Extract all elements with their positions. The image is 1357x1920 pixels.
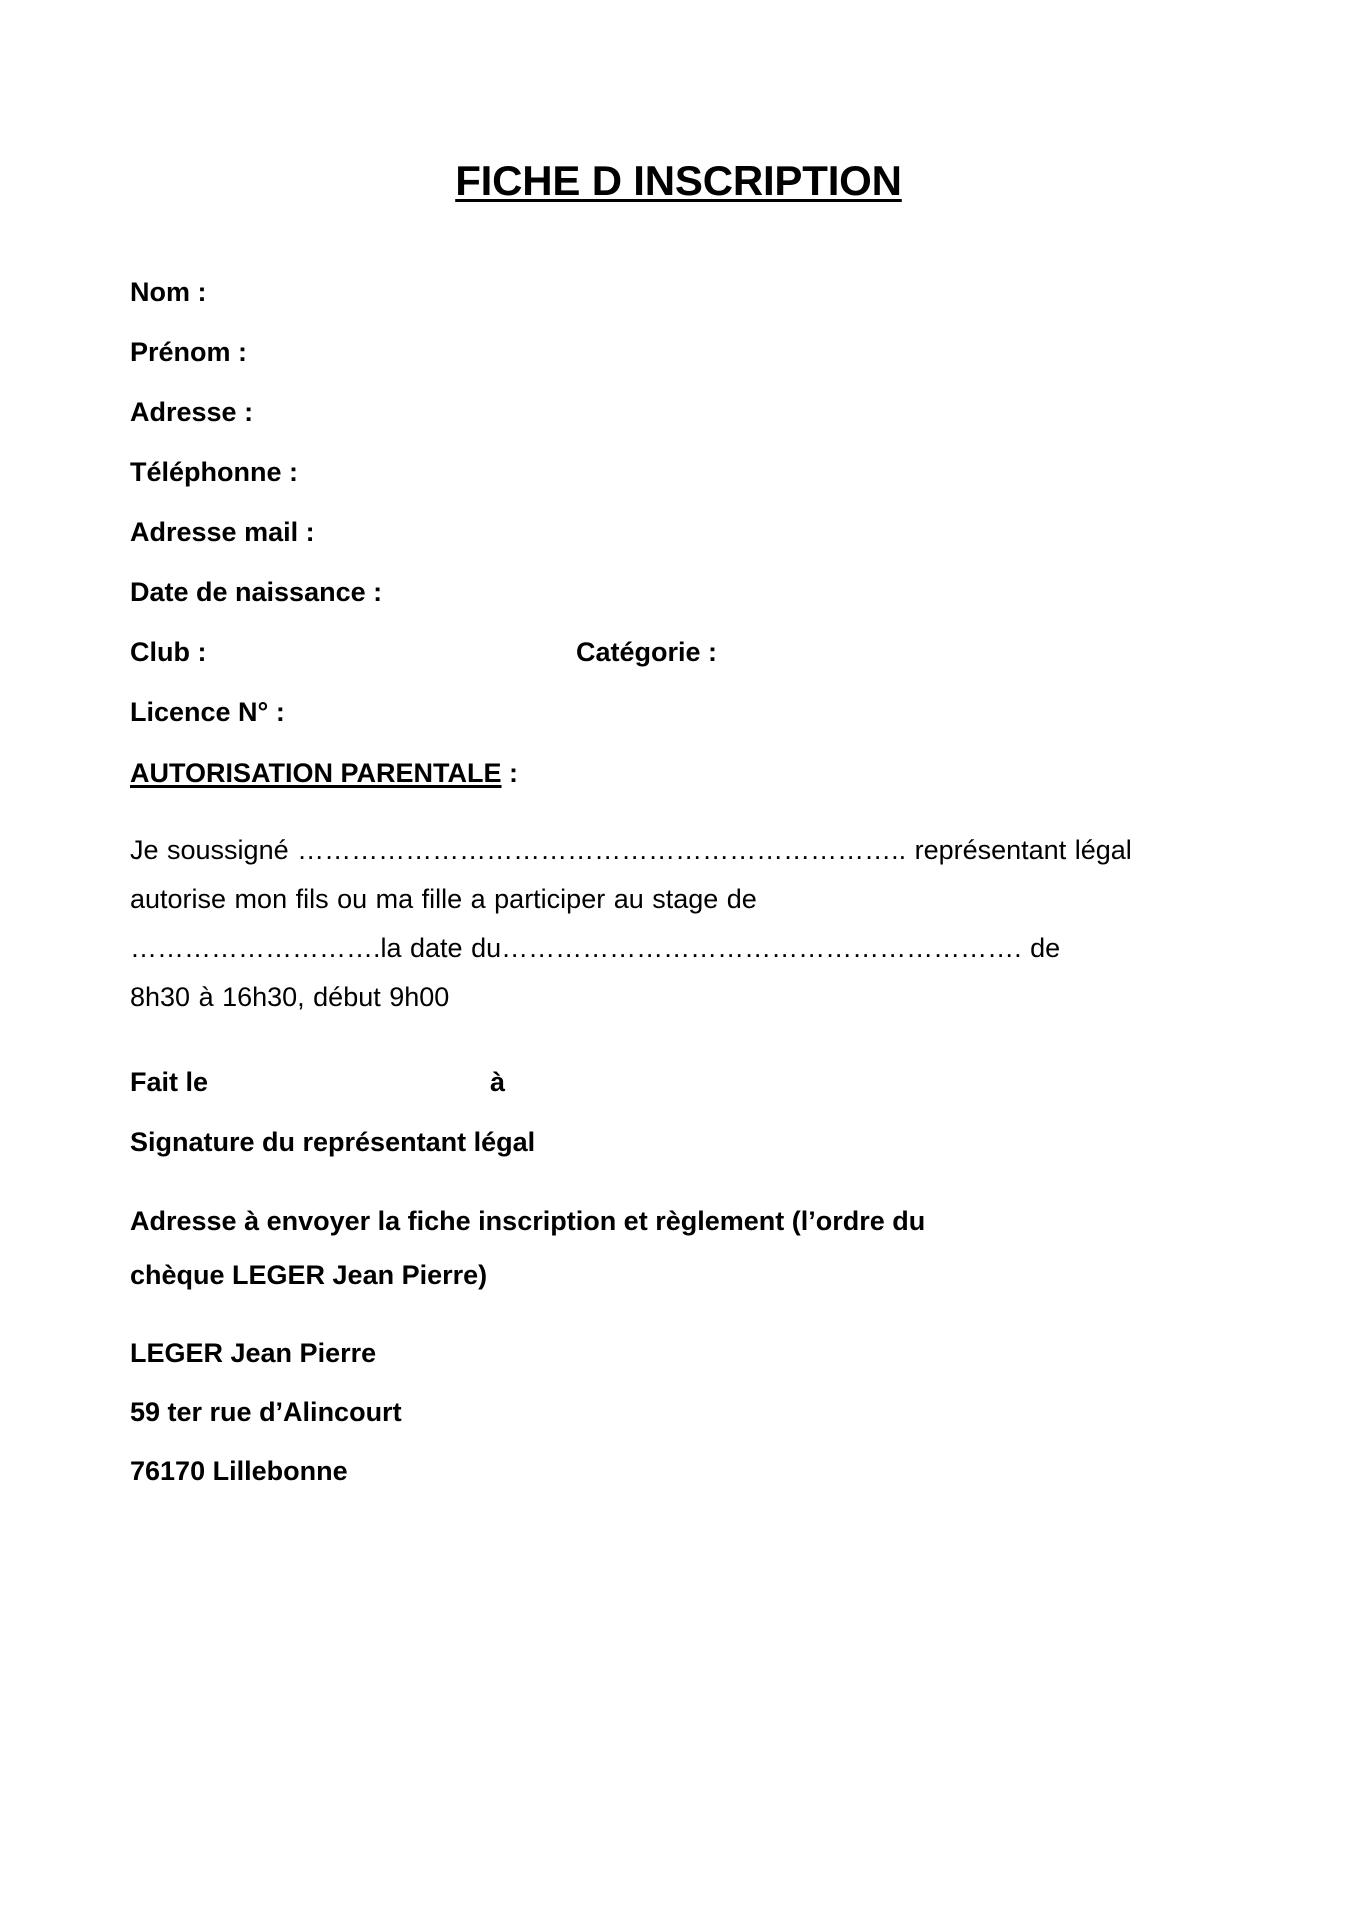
- section-heading-colon: :: [501, 758, 519, 788]
- field-row-adresse-mail: [130, 502, 1230, 562]
- footer-address-line: LEGER Jean Pierre: [130, 1338, 377, 1368]
- signature-label-row: [130, 1112, 1230, 1172]
- signature-label: Signature du représentant légal: [130, 1127, 536, 1157]
- field-row-telephone: [130, 442, 1230, 502]
- spacer: [130, 1302, 1230, 1324]
- field-label-prenom: Prénom :: [130, 337, 248, 367]
- page-title: [0, 158, 1357, 204]
- section-heading-text: AUTORISATION PARENTALE: [130, 758, 502, 788]
- field-row-prenom: [130, 322, 1230, 382]
- lieu-label: à: [490, 1067, 506, 1097]
- field-label-licence: Licence N° :: [130, 697, 285, 727]
- authorization-paragraph-line: Je soussigné ………………………………………………………….. représentant légal: [130, 835, 1132, 865]
- fait-le-label: Fait le: [130, 1067, 209, 1097]
- field-row-licence: [130, 682, 1230, 742]
- spacer: [130, 1022, 1230, 1052]
- authorization-paragraph-line: autorise mon fils ou ma fille a participer au stage de: [130, 884, 757, 914]
- footer-instruction-line: Adresse à envoyer la fiche inscription et règlement (l’ordre du: [130, 1206, 926, 1236]
- field-row-club-categorie: [130, 622, 1230, 682]
- field-row-adresse: [130, 382, 1230, 442]
- field-label-categorie: Catégorie :: [576, 637, 718, 667]
- field-label-nom: Nom :: [130, 277, 207, 307]
- footer-address-name: [130, 1324, 1230, 1383]
- authorization-paragraph-line: ……………………….la date du…………………………………………………. de: [130, 933, 1061, 963]
- field-row-date-naissance: [130, 562, 1230, 622]
- field-label-club: Club :: [130, 637, 207, 667]
- field-label-adresse: Adresse :: [130, 397, 254, 427]
- footer-instruction: [130, 1194, 930, 1302]
- field-label-adresse-mail: Adresse mail :: [130, 517, 315, 547]
- section-heading-autorisation-parentale: [130, 742, 1230, 804]
- spacer: [130, 1172, 1230, 1194]
- page-title-text: FICHE D INSCRIPTION: [455, 157, 902, 205]
- field-label-date-naissance: Date de naissance :: [130, 577, 383, 607]
- fait-le-row: [130, 1052, 1230, 1112]
- footer-address-line: 59 ter rue d’Alincourt: [130, 1397, 402, 1427]
- footer-instruction-line: chèque LEGER Jean Pierre): [130, 1260, 488, 1290]
- form-body: [130, 262, 1230, 1501]
- spacer: [130, 804, 1230, 826]
- field-row-nom: [130, 262, 1230, 322]
- authorization-paragraph: [130, 826, 1132, 1022]
- authorization-paragraph-line: 8h30 à 16h30, début 9h00: [130, 982, 450, 1012]
- footer-address-street: [130, 1383, 1230, 1442]
- field-label-telephone: Téléphonne :: [130, 457, 298, 487]
- footer-address-line: 76170 Lillebonne: [130, 1456, 348, 1486]
- footer-address-city: [130, 1442, 1230, 1501]
